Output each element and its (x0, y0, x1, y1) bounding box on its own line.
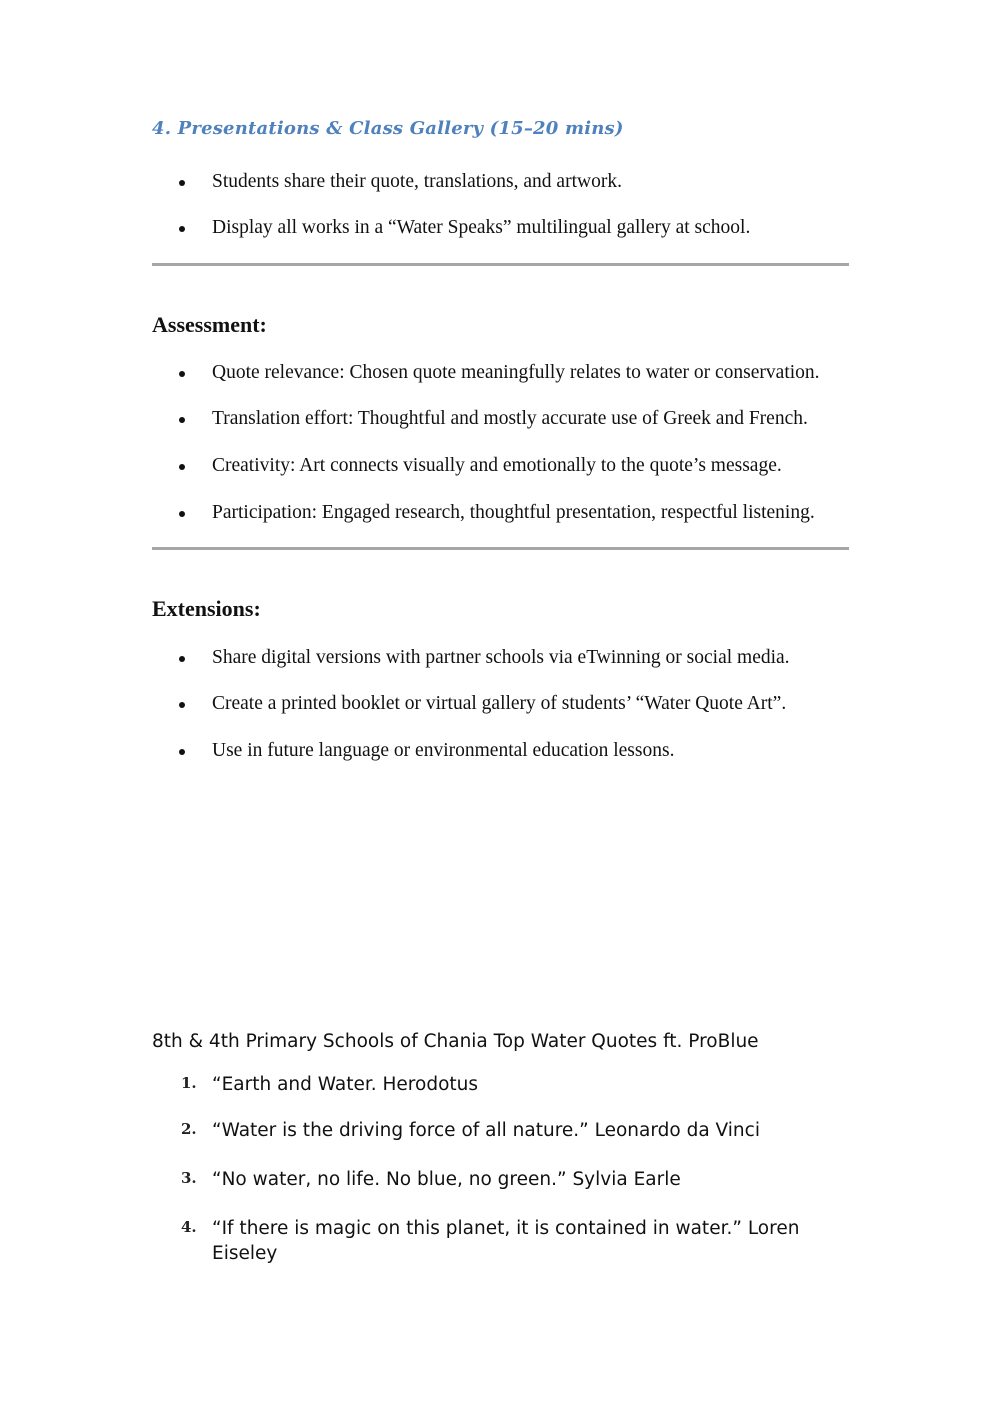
horizontal-divider (152, 263, 849, 266)
quote-text: “Water is the driving force of all nature.” Leonardo da Vinci (212, 1120, 760, 1141)
bullet-icon (179, 749, 185, 755)
bullet-icon (179, 511, 185, 517)
list-number: 4. (181, 1218, 197, 1236)
quote-text: “No water, no life. No blue, no green.” Sylvia Earle (212, 1169, 681, 1190)
bullet-icon (179, 702, 185, 708)
section-heading-presentations: 4. Presentations & Class Gallery (15–20 mins) (152, 118, 624, 139)
document-page: 4. Presentations & Class Gallery (15–20 mins) Students share their quote, translations, and artwork. Display all works in a “Water Speaks” multilingual gallery at school. Assessment: Quote relevance: Chosen quote meaningfully relates to water or conservation. Translation effort: Thoughtful and mostly accurate use of Greek and French. Creativity: Art connects visually and emotionally to the quote’s message. Participation: Engaged research, thoughtful presentation, respectful listening. Extensions: Share digital versions with partner schools via eTwinning or social media. Create a printed booklet or virtual gallery of students’ “Water Quote Art”. Use in future language or environmental education lessons. 8th & 4th Primary Schools of Chania Top Water Quotes ft. ProBlue 1. “Earth and Water. Herodotus 2. “Water is the driving force of all nature.” Leonardo da Vinci 3. “No water, no life. No blue, no green.” Sylvia Earle 4. “If there is magic on this planet, it is contained in water.” Loren Eiseley (0, 0, 1000, 1415)
bullet-icon (179, 656, 185, 662)
bullet-icon (179, 180, 185, 186)
quote-text: “Earth and Water. Herodotus (212, 1074, 479, 1095)
assessment-heading: Assessment: (152, 312, 267, 337)
list-number: 1. (181, 1074, 197, 1092)
quotes-title: 8th & 4th Primary Schools of Chania Top Water Quotes ft. ProBlue (152, 1031, 759, 1052)
bullet-icon (179, 417, 185, 423)
extensions-heading: Extensions: (152, 596, 261, 621)
list-number: 3. (181, 1169, 197, 1187)
bullet-icon (179, 464, 185, 470)
horizontal-divider (152, 547, 849, 550)
quote-text: “If there is magic on this planet, it is contained in water.” Loren Eiseley (212, 1218, 800, 1264)
bullet-icon (179, 226, 185, 232)
list-number: 2. (181, 1120, 197, 1138)
bullet-icon (179, 371, 185, 377)
